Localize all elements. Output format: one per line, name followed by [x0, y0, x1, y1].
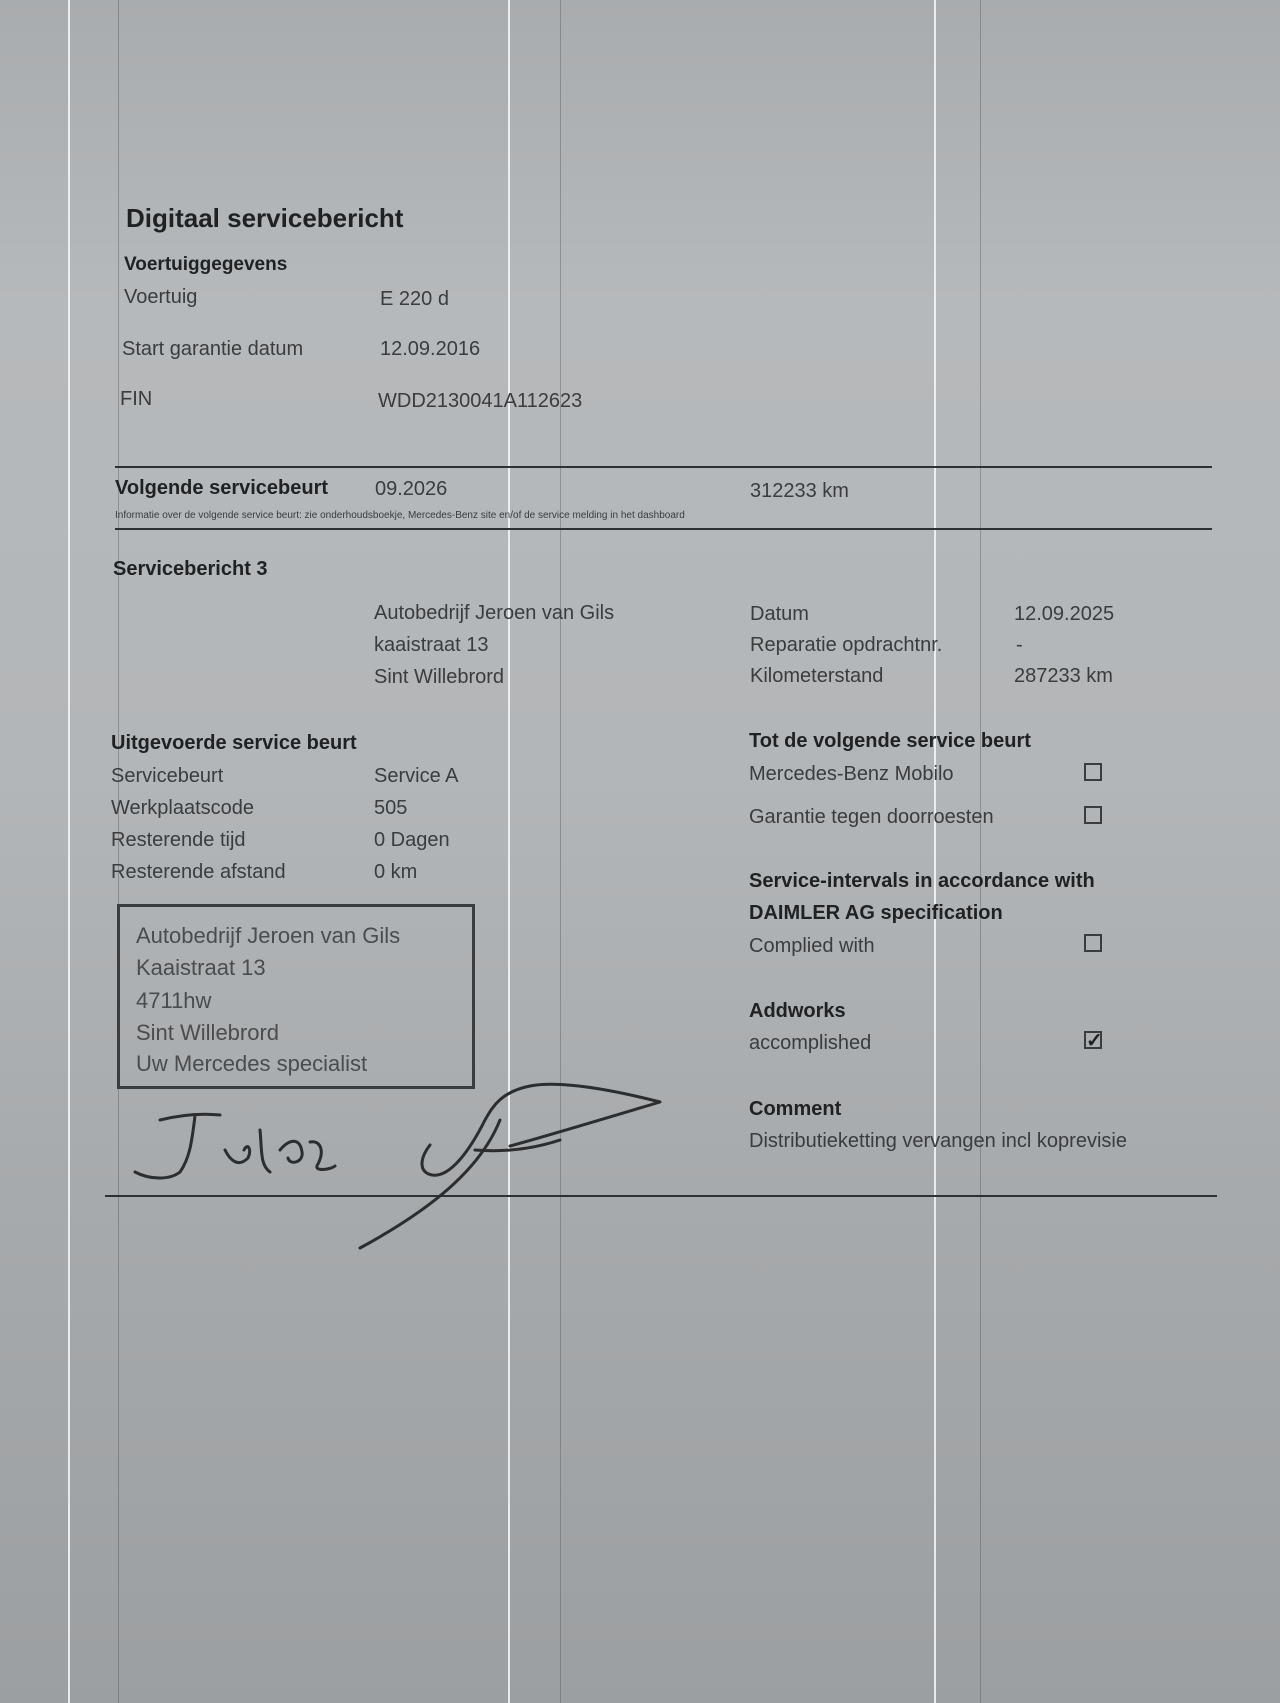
performed-heading: Uitgevoerde service beurt [111, 732, 357, 754]
date-label: Datum [750, 603, 809, 625]
fin-label: FIN [120, 388, 153, 410]
dealer-street: kaaistraat 13 [374, 634, 489, 656]
repair-order-label: Reparatie opdrachtnr. [750, 634, 943, 656]
remaining-time-value: 0 Dagen [374, 829, 450, 851]
vehicle-heading: Voertuiggegevens [124, 254, 288, 275]
handwritten-signature [120, 1080, 700, 1260]
date-value: 12.09.2025 [1014, 603, 1115, 625]
divider [105, 1195, 1217, 1197]
dealer-city: Sint Willebrord [374, 666, 505, 688]
intervals-heading-2: DAIMLER AG specification [749, 902, 1003, 924]
workshop-code-label: Werkplaatscode [111, 797, 255, 819]
service-message-heading: Servicebericht 3 [113, 558, 268, 580]
comment-heading: Comment [749, 1098, 842, 1120]
dealer-name: Autobedrijf Jeroen van Gils [374, 602, 615, 624]
stamp-line: 4711hw [136, 988, 212, 1013]
complied-label: Complied with [749, 935, 875, 957]
intervals-heading: Service-intervals in accordance with [749, 870, 1095, 892]
warranty-start-label: Start garantie datum [122, 338, 304, 360]
comment-text: Distributieketting vervangen incl koprevisie [749, 1130, 1127, 1152]
workshop-code-value: 505 [374, 797, 408, 819]
stamp-line: Uw Mercedes specialist [136, 1051, 368, 1076]
next-service-km: 312233 km [750, 480, 849, 502]
repair-order-value: - [1016, 634, 1023, 656]
stamp-line: Autobedrijf Jeroen van Gils [136, 923, 401, 948]
service-type-label: Servicebeurt [111, 765, 224, 787]
dealer-stamp [117, 904, 475, 1089]
divider [115, 528, 1212, 530]
mobilo-label: Mercedes-Benz Mobilo [749, 763, 954, 785]
accomplished-checkbox [1084, 1031, 1102, 1049]
warranty-start-value: 12.09.2016 [380, 338, 481, 360]
odometer-value: 287233 km [1014, 665, 1113, 687]
complied-checkbox [1084, 934, 1102, 952]
document-title: Digitaal servicebericht [126, 203, 404, 233]
vehicle-label: Voertuig [124, 286, 198, 308]
stamp-line: Kaaistraat 13 [136, 955, 266, 980]
remaining-distance-label: Resterende afstand [111, 861, 286, 883]
next-service-label: Volgende servicebeurt [115, 477, 329, 499]
service-type-value: Service A [374, 765, 459, 787]
next-service-info: Informatie over de volgende service beurt: zie onderhoudsboekje, Mercedes-Benz site en/of de service melding in het dashboard [115, 510, 685, 521]
odometer-label: Kilometerstand [750, 665, 884, 687]
accomplished-label: accomplished [749, 1032, 872, 1054]
until-next-heading: Tot de volgende service beurt [749, 730, 1031, 752]
divider [115, 466, 1212, 468]
remaining-time-label: Resterende tijd [111, 829, 246, 851]
rust-warranty-checkbox [1084, 806, 1102, 824]
next-service-date: 09.2026 [375, 478, 448, 500]
mobilo-checkbox [1084, 763, 1102, 781]
vehicle-value: E 220 d [380, 288, 449, 310]
stamp-line: Sint Willebrord [136, 1020, 280, 1045]
fin-value: WDD2130041A112623 [378, 390, 583, 412]
remaining-distance-value: 0 km [374, 861, 418, 883]
rust-warranty-label: Garantie tegen doorroesten [749, 806, 994, 828]
addworks-heading: Addworks [749, 1000, 846, 1022]
